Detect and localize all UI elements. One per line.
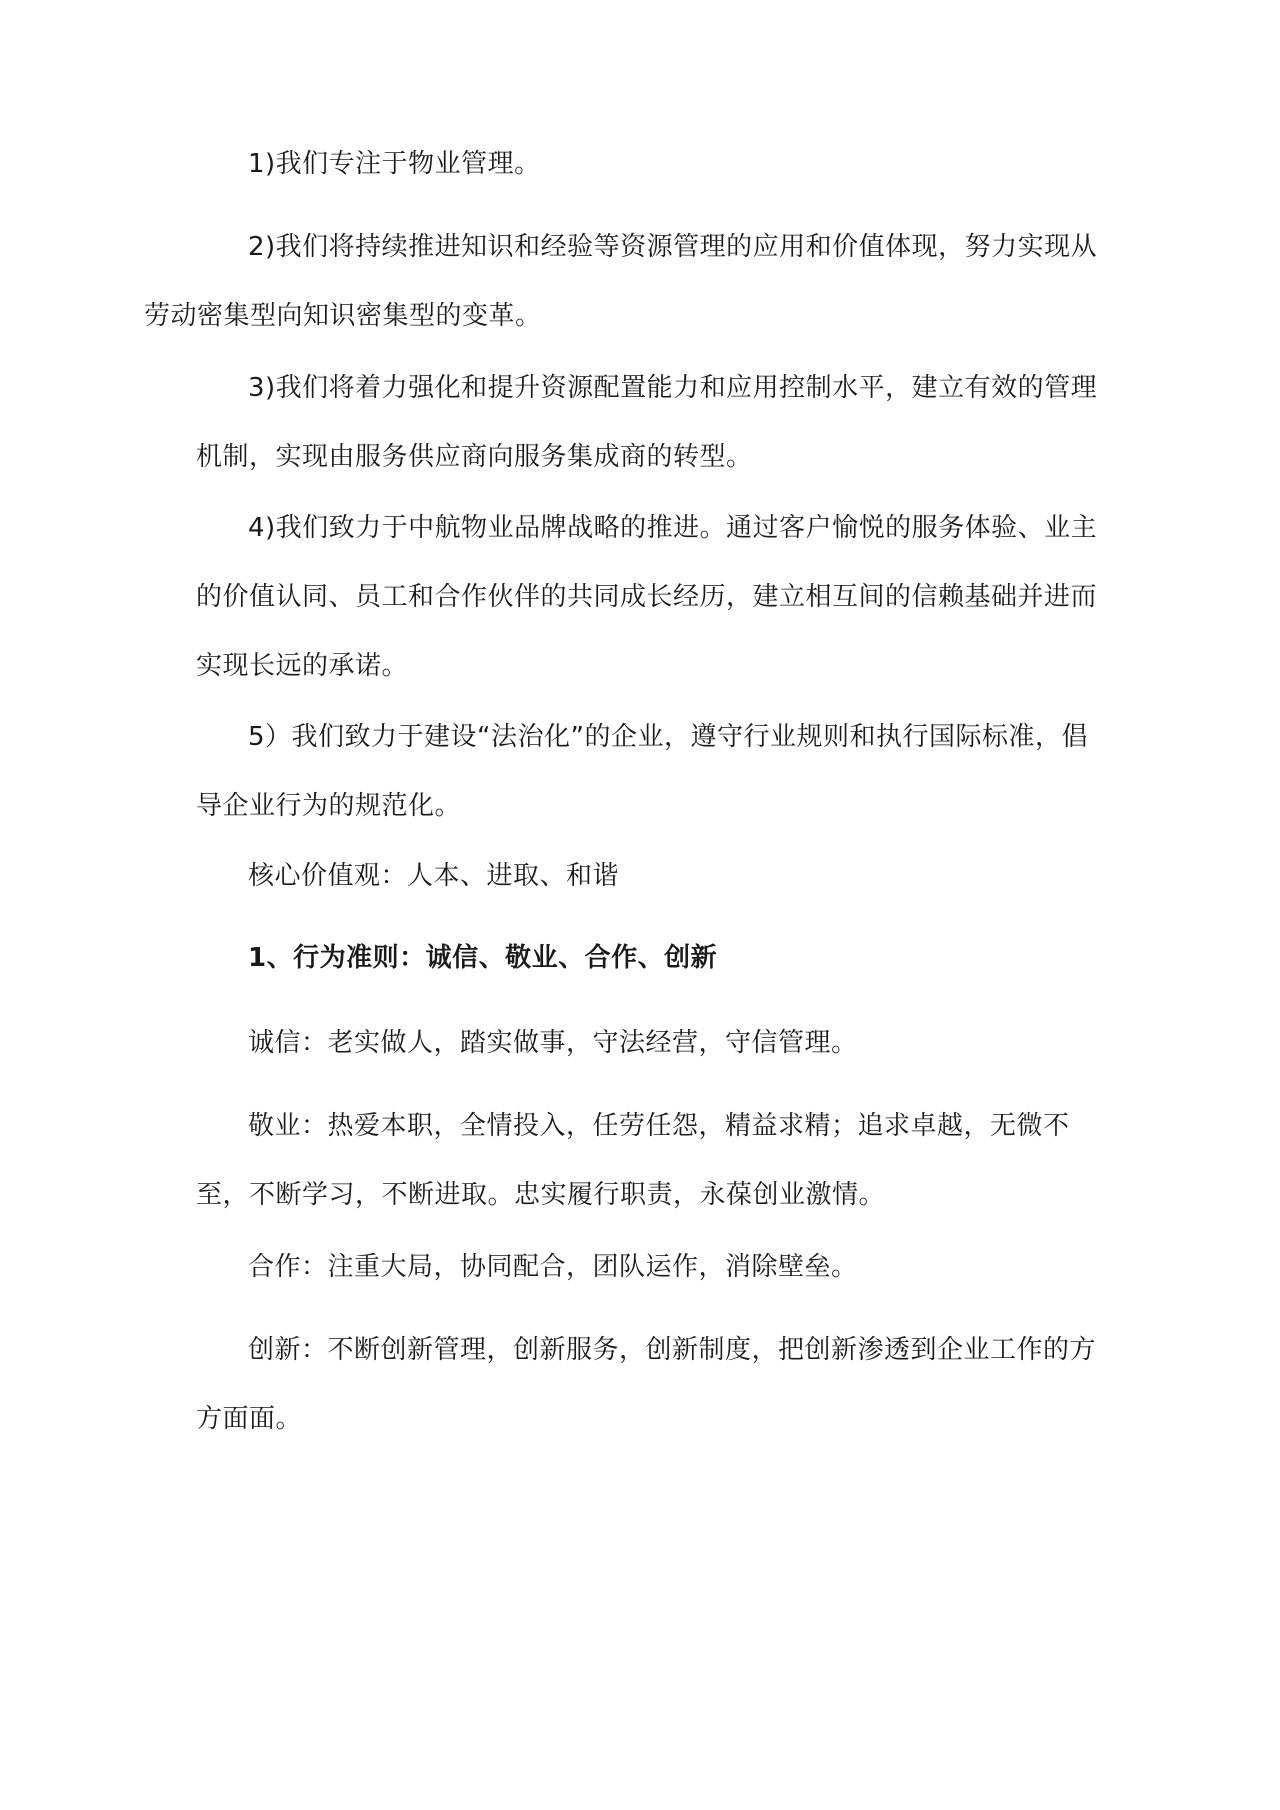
paragraph-line: 导企业行为的规范化。 [196, 791, 462, 821]
paragraph-line: 诚信：老实做人，踏实做事，守法经营，守信管理。 [248, 1028, 858, 1058]
paragraph-line: 实现长远的承诺。 [196, 651, 409, 681]
paragraph-line: 创新：不断创新管理，创新服务，创新制度，把创新渗透到企业工作的方 [248, 1335, 1097, 1365]
paragraph-line: 核心价值观：人本、进取、和谐 [248, 861, 620, 891]
paragraph-line: 2)我们将持续推进知识和经验等资源管理的应用和价值体现，努力实现从 [248, 232, 1098, 262]
paragraph-line: 至，不断学习，不断进取。忠实履行职责，永葆创业激情。 [196, 1180, 886, 1210]
paragraph-5 [196, 703, 1096, 841]
paragraph-innovation [196, 1316, 1096, 1454]
paragraph-dedication [196, 1092, 1096, 1230]
paragraph-line: 4)我们致力于中航物业品牌战略的推进。通过客户愉悦的服务体验、业主 [248, 513, 1098, 543]
paragraph-line: 敬业：热爱本职，全情投入，任劳任怨，精益求精；追求卓越，无微不 [248, 1111, 1070, 1141]
paragraph-cooperation [196, 1233, 1096, 1302]
paragraph-line: 的价值认同、员工和合作伙伴的共同成长经历，建立相互间的信赖基础并进而 [196, 582, 1098, 612]
paragraph-4 [196, 494, 1096, 701]
heading-line: 1、行为准则：诚信、敬业、合作、创新 [248, 943, 718, 973]
paragraph-1 [196, 130, 1096, 199]
paragraph-2 [144, 213, 1098, 351]
paragraph-3 [196, 354, 1096, 492]
paragraph-integrity [196, 1009, 1096, 1078]
paragraph-line: 5）我们致力于建设“法治化”的企业，遵守行业规则和执行国际标准，倡 [248, 722, 1088, 752]
paragraph-line: 3)我们将着力强化和提升资源配置能力和应用控制水平，建立有效的管理 [248, 373, 1098, 403]
section-heading-conduct [196, 924, 1096, 993]
paragraph-line: 合作：注重大局，协同配合，团队运作，消除壁垒。 [248, 1252, 858, 1282]
paragraph-line: 1)我们专注于物业管理。 [248, 149, 541, 179]
core-values [196, 842, 1096, 911]
paragraph-line: 劳动密集型向知识密集型的变革。 [144, 301, 542, 331]
paragraph-line: 方面面。 [196, 1404, 303, 1434]
paragraph-line: 机制，实现由服务供应商向服务集成商的转型。 [196, 442, 753, 472]
